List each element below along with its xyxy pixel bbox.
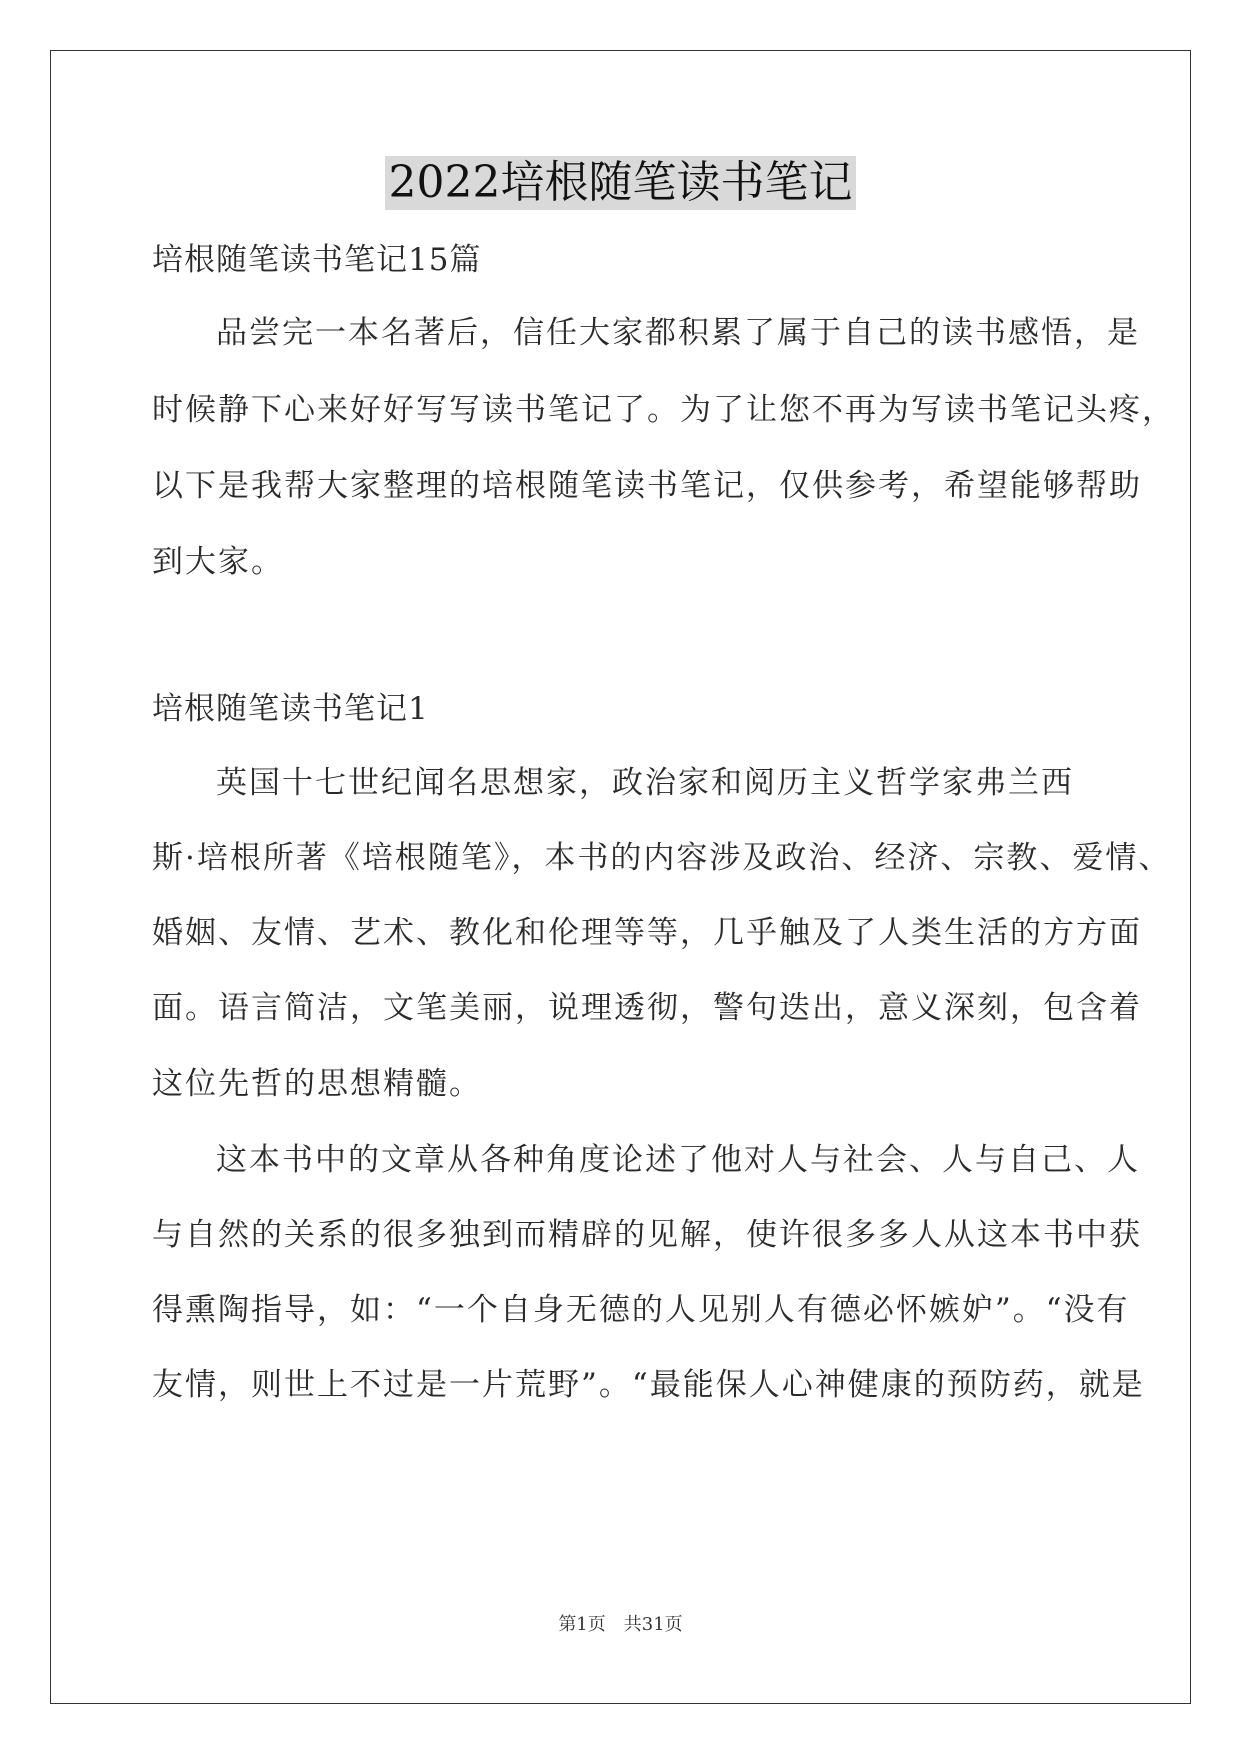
paragraph-line: 面。语言简洁，文笔美丽，说理透彻，警句迭出，意义深刻，包含着	[152, 990, 1142, 1026]
document-subtitle: 培根随笔读书笔记15篇	[152, 242, 482, 278]
paragraph-line: 这本书中的文章从各种角度论述了他对人与社会、人与自己、人	[216, 1142, 1140, 1178]
paragraph-line: 英国十七世纪闻名思想家，政治家和阅历主义哲学家弗兰西	[216, 765, 1074, 801]
intro-line: 品尝完一本名著后，信任大家都积累了属于自己的读书感悟，是	[216, 315, 1140, 351]
paragraph-line: 婚姻、友情、艺术、教化和伦理等等，几乎触及了人类生活的方方面	[152, 915, 1142, 951]
document-title: 2022培根随笔读书笔记	[385, 156, 857, 210]
intro-line: 到大家。	[152, 544, 284, 580]
paragraph-line: 得熏陶指导，如：“一个自身无德的人见别人有德必怀嫉妒”。“没有	[152, 1292, 1130, 1328]
paragraph-line: 斯·培根所著《培根随笔》，本书的内容涉及政治、经济、宗教、爱情、	[152, 840, 1172, 876]
paragraph-line: 与自然的关系的很多独到而精辟的见解，使许很多多人从这本书中获	[152, 1217, 1142, 1253]
intro-line: 时候静下心来好好写写读书笔记了。为了让您不再为写读书笔记头疼，	[152, 392, 1175, 428]
paragraph-line: 这位先哲的思想精髓。	[152, 1066, 482, 1102]
intro-line: 以下是我帮大家整理的培根随笔读书笔记，仅供参考，希望能够帮助	[152, 468, 1142, 504]
page-number: 第1页 共31页	[558, 1614, 683, 1635]
section-heading: 培根随笔读书笔记1	[152, 691, 429, 727]
paragraph-line: 友情，则世上不过是一片荒野”。“最能保人心神健康的预防药，就是	[152, 1367, 1145, 1403]
document-title-wrap	[0, 156, 1241, 210]
